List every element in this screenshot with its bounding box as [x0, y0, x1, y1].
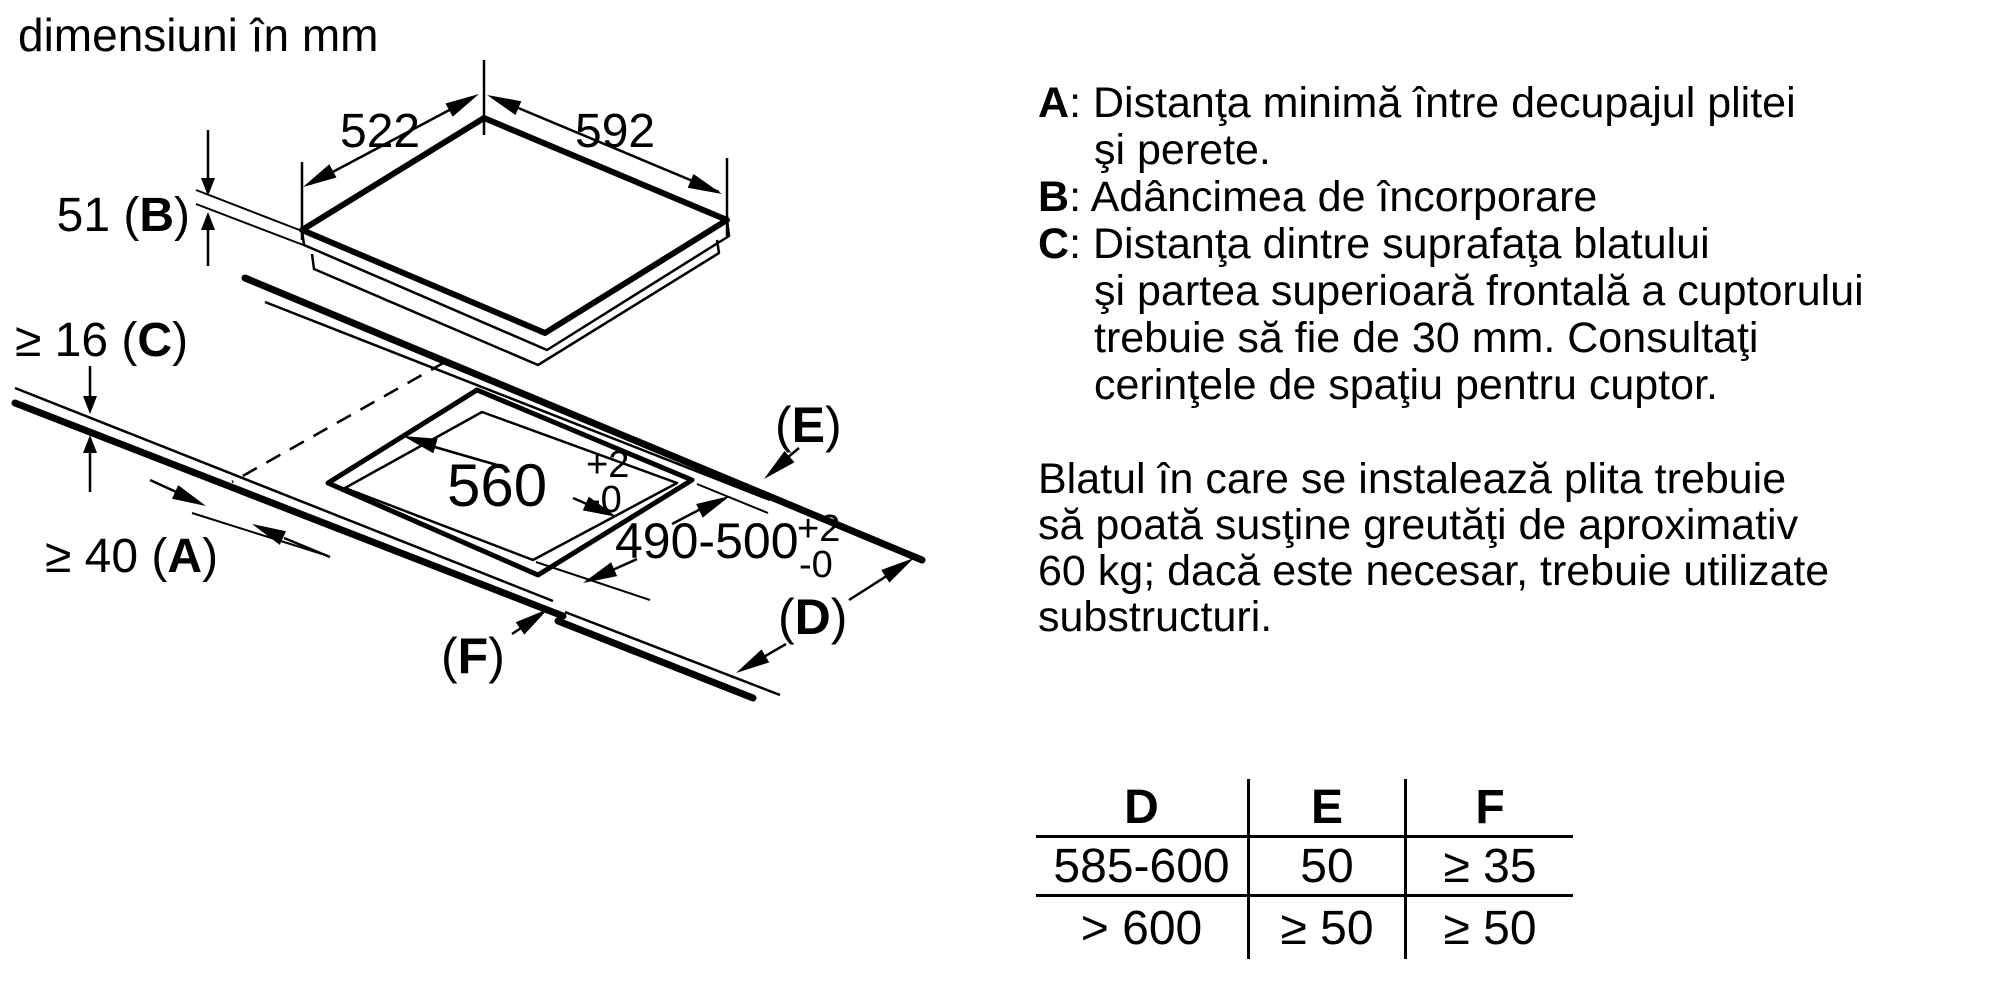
- worktop-front-thick-line-right: [558, 621, 753, 698]
- dim-cutout-width-value: 560: [447, 452, 548, 519]
- arrowhead: [83, 396, 97, 414]
- arrowhead: [303, 164, 337, 187]
- legend-item-C-line4: cerinţele de spaţiu pentru cuptor.: [1094, 361, 1718, 409]
- dim-hob-depth-value: 592: [575, 105, 656, 158]
- legend-letter: C: [1038, 220, 1070, 268]
- table-cell-D2: > 600: [1080, 901, 1203, 955]
- arrow-line: [284, 538, 330, 557]
- arrowhead: [172, 485, 206, 506]
- dim-hob-width-value: 522: [340, 105, 421, 158]
- paragraph-line: substructuri.: [1038, 593, 1273, 641]
- arrowhead: [516, 609, 548, 635]
- arrowhead: [487, 95, 521, 115]
- table-header-row: [1036, 779, 1573, 838]
- legend-text: Distanţa minimă între decupajul plitei: [1092, 79, 1796, 127]
- arrowhead: [881, 558, 914, 583]
- dim-cutout-depth-tol-minus: -0: [799, 544, 833, 586]
- legend-separator: :: [1069, 173, 1091, 221]
- legend-text: Adâncimea de încorporare: [1090, 173, 1598, 221]
- label-F-text: (F): [441, 628, 505, 684]
- table-header-E: E: [1247, 779, 1407, 835]
- arrowhead: [446, 94, 480, 117]
- dim-hob-height-label: 51 (B): [56, 189, 190, 242]
- arrowhead: [583, 562, 617, 583]
- arrowhead: [736, 649, 769, 673]
- legend-item-B: [1038, 174, 1968, 221]
- dim-cutout-width-tol-plus: +2: [586, 444, 630, 486]
- def-dimension-table: [1036, 779, 1573, 959]
- table-row: [1036, 838, 1573, 897]
- table-row: [1036, 897, 1573, 959]
- worktop-note-paragraph: [1038, 456, 1968, 640]
- legend-item-C-line3: trebuie să fie de 30 mm. Consultaţi: [1094, 314, 1759, 362]
- legend-item-A-line2: şi perete.: [1094, 126, 1271, 174]
- legend-item-C: [1038, 221, 1968, 268]
- table-header-D: D: [1124, 780, 1159, 834]
- label-D-text: (D): [778, 589, 848, 645]
- label-F: [441, 609, 548, 684]
- dim-hob-height-51B: [57, 130, 306, 266]
- label-E-text: (E): [775, 397, 842, 453]
- legend-letter: B: [1038, 173, 1070, 221]
- arrowhead: [688, 174, 722, 194]
- page-title: dimensiuni în mm: [18, 9, 379, 61]
- legend-item-C-line2: şi partea superioară frontală a cuptorului: [1094, 267, 1864, 315]
- table-cell-E1: 50: [1247, 838, 1407, 894]
- paragraph-line: 60 kg; dacă este necesar, trebuie utilizate: [1038, 547, 1830, 595]
- legend-separator: :: [1069, 79, 1093, 127]
- table-cell-F1: ≥ 35: [1443, 839, 1537, 893]
- label-E: [764, 397, 842, 479]
- legend: [1038, 80, 1968, 409]
- legend-text: Distanţa dintre suprafaţa blatului: [1092, 220, 1710, 268]
- dim-worktop-thickness-C: [15, 314, 188, 492]
- legend-letter: A: [1038, 79, 1070, 127]
- dim-wall-distance-label: ≥ 40 (A): [45, 530, 219, 583]
- table-cell-F2: ≥ 50: [1443, 901, 1537, 955]
- table-cell-D1: 585-600: [1053, 839, 1230, 893]
- table-header-F: F: [1475, 780, 1505, 834]
- paragraph-line: să poată susţine greutăţi de aproximativ: [1038, 501, 1799, 549]
- worktop-front-top-line-right: [565, 612, 780, 695]
- table-cell-E2: ≥ 50: [1247, 897, 1407, 959]
- paragraph-line: Blatul în care se instalează plita trebuie: [1038, 455, 1787, 503]
- dim-cutout-depth-tol-plus: +2: [797, 508, 841, 550]
- arrowhead: [201, 212, 215, 230]
- legend-separator: :: [1069, 220, 1093, 268]
- dim-cutout-width-tol-minus: -0: [588, 479, 622, 521]
- dim-worktop-thickness-label: ≥ 16 (C): [15, 314, 189, 367]
- legend-item-A: [1038, 80, 1968, 127]
- dim-cutout-depth-value: 490-500: [615, 513, 799, 569]
